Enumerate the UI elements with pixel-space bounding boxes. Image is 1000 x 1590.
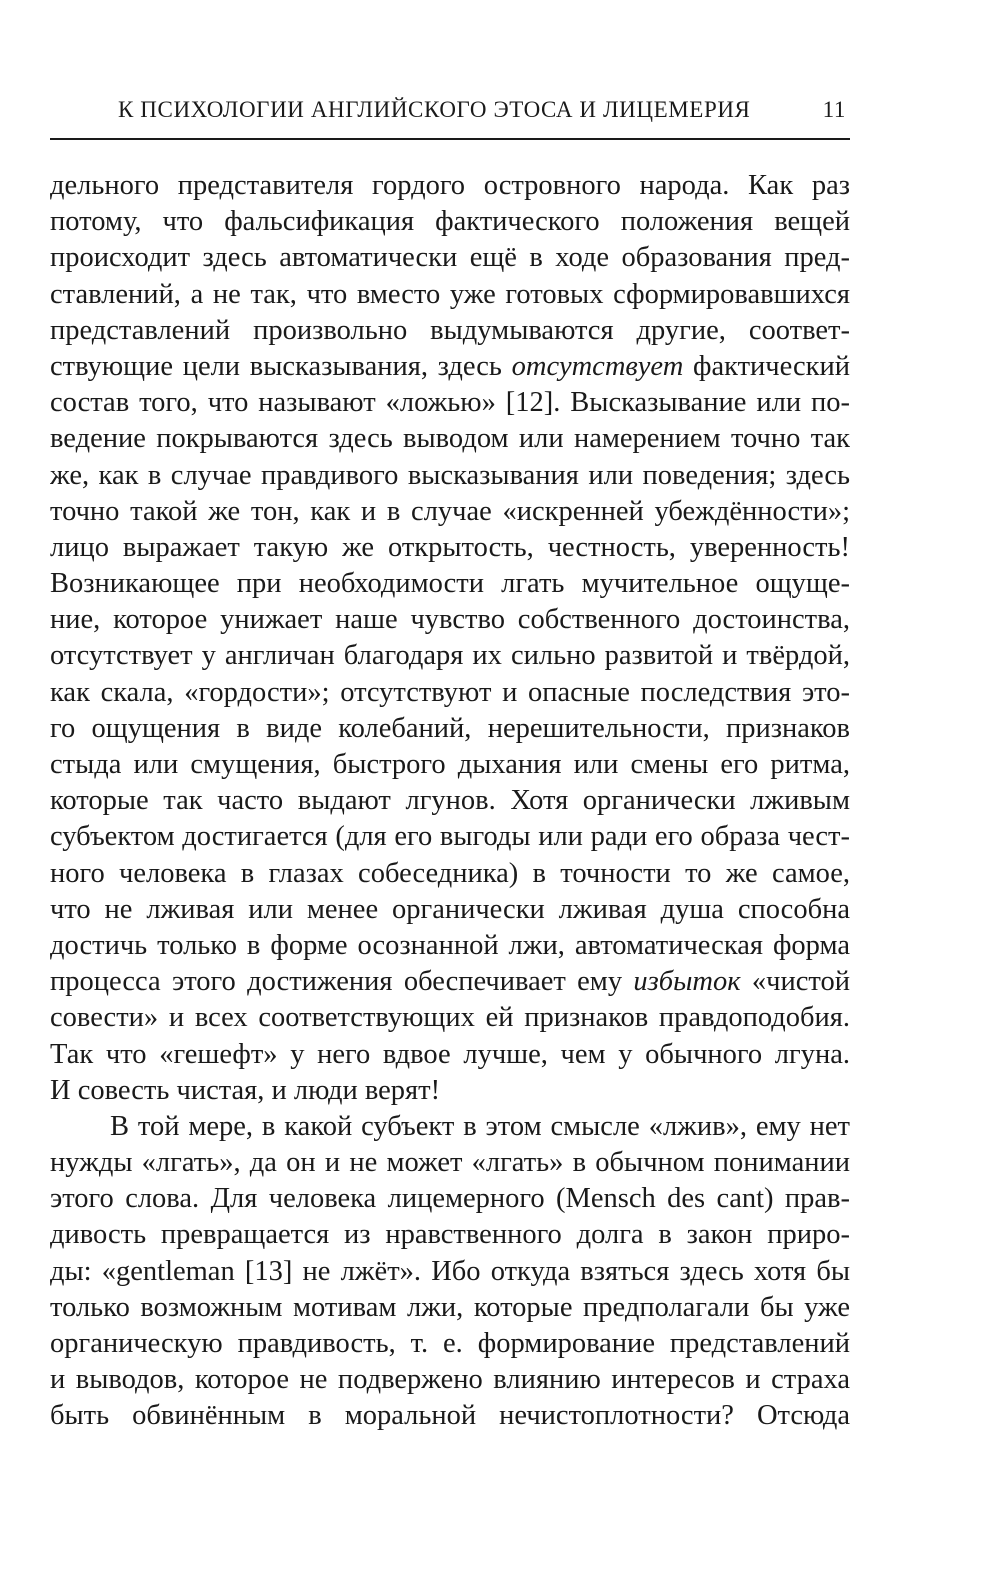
text-line: В той мере, в какой субъект в этом смысле «лжив», ему нет: [110, 1110, 850, 1142]
emphasis: отсутствует: [511, 350, 684, 382]
text-line: ние, которое унижает наше чувство собственного достоинства,: [50, 604, 850, 636]
text-line: органическую правдивость, т. е. формирование представлений: [50, 1328, 850, 1359]
text-run: процесса этого достижения обеспечивает ему: [50, 966, 634, 998]
text-line: нужды «лгать», да он и не может «лгать» в обычном понимании: [50, 1147, 850, 1179]
text-run: «чистой: [740, 966, 850, 998]
text-line: и выводов, которое не подвержено влиянию интересов и страха: [50, 1364, 850, 1396]
text-line: потому, что фальсификация фактического положения вещей: [50, 206, 850, 238]
paragraph-1: [50, 168, 850, 1109]
text-line: [50, 349, 850, 385]
text-line: лицо выражает такую же открытость, честность, уверенность!: [50, 531, 850, 563]
text-line: ведение покрываются здесь выводом или намерением точно так: [50, 423, 850, 455]
text-line: которые так часто выдают лгунов. Хотя органически лживым: [50, 785, 850, 817]
text-line: этого слова. Для человека лицемерного (Mensch des cant) прав-: [50, 1183, 850, 1215]
text-line: субъектом достигается (для его выгоды или ради его образа чест-: [50, 821, 850, 853]
text-line: же, как в случае правдивого высказывания или поведения; здесь: [50, 459, 850, 491]
text-line: И совесть чистая, и люди верят!: [50, 1074, 441, 1106]
text-line: точно такой же тон, как и в случае «искренней убеждённости»;: [50, 495, 850, 527]
text-line: [50, 964, 850, 1000]
text-line: совести» и всех соответствующих ей признаков правдоподобия.: [50, 1002, 850, 1034]
text-run: фактический: [683, 350, 850, 382]
text-line: достичь только в форме осознанной лжи, автоматическая форма: [50, 929, 850, 961]
header-rule: [50, 138, 850, 140]
text-line: стыда или смущения, быстрого дыхания или смены его ритма,: [50, 749, 850, 780]
text-line: представлений произвольно выдумываются другие, соответ-: [50, 314, 850, 346]
text-line: состав того, что называют «ложью» [12]. Высказывание или по-: [50, 387, 850, 419]
text-line: только возможным мотивам лжи, которые предполагали бы уже: [50, 1291, 850, 1323]
text-line: ды: «gentleman [13] не лжёт». Ибо откуда взяться здесь хотя бы: [50, 1255, 850, 1287]
text-line: как скала, «гордости»; отсутствуют и опасные последствия это-: [50, 676, 850, 708]
text-line: ставлений, а не так, что вместо уже готовых сформировавшихся: [50, 278, 850, 310]
paragraph-2: [50, 1109, 850, 1435]
text-run: ствующие цели высказывания, здесь: [50, 350, 512, 382]
body-text: [50, 168, 850, 1435]
text-line: дивость превращается из нравственного долга в закон приро-: [50, 1219, 850, 1251]
text-line: отсутствует у англичан благодаря их сильно развитой и твёрдой,: [50, 640, 850, 672]
text-line: что не лживая или менее органически лживая душа способна: [50, 893, 850, 925]
running-head: [118, 93, 846, 127]
text-line: Возникающее при необходимости лгать мучительное ощуще-: [50, 568, 850, 600]
emphasis: избыток: [633, 966, 741, 998]
running-title: К ПСИХОЛОГИИ АНГЛИЙСКОГО ЭТОСА И ЛИЦЕМЕРИЯ: [118, 97, 751, 122]
text-line: ного человека в глазах собеседника) в точности то же самое,: [50, 857, 850, 889]
text-line: го ощущения в виде колебаний, нерешительности, признаков: [50, 712, 850, 744]
page-number: 11: [822, 97, 846, 122]
text-line: Так что «гешефт» у него вдвое лучше, чем у обычного лгуна.: [50, 1038, 850, 1070]
text-line: происходит здесь автоматически ещё в ходе образования пред-: [50, 242, 850, 274]
text-line: дельного представителя гордого островного народа. Как раз: [50, 170, 850, 201]
text-line: быть обвинённым в моральной нечистоплотности? Отсюда: [50, 1400, 850, 1432]
